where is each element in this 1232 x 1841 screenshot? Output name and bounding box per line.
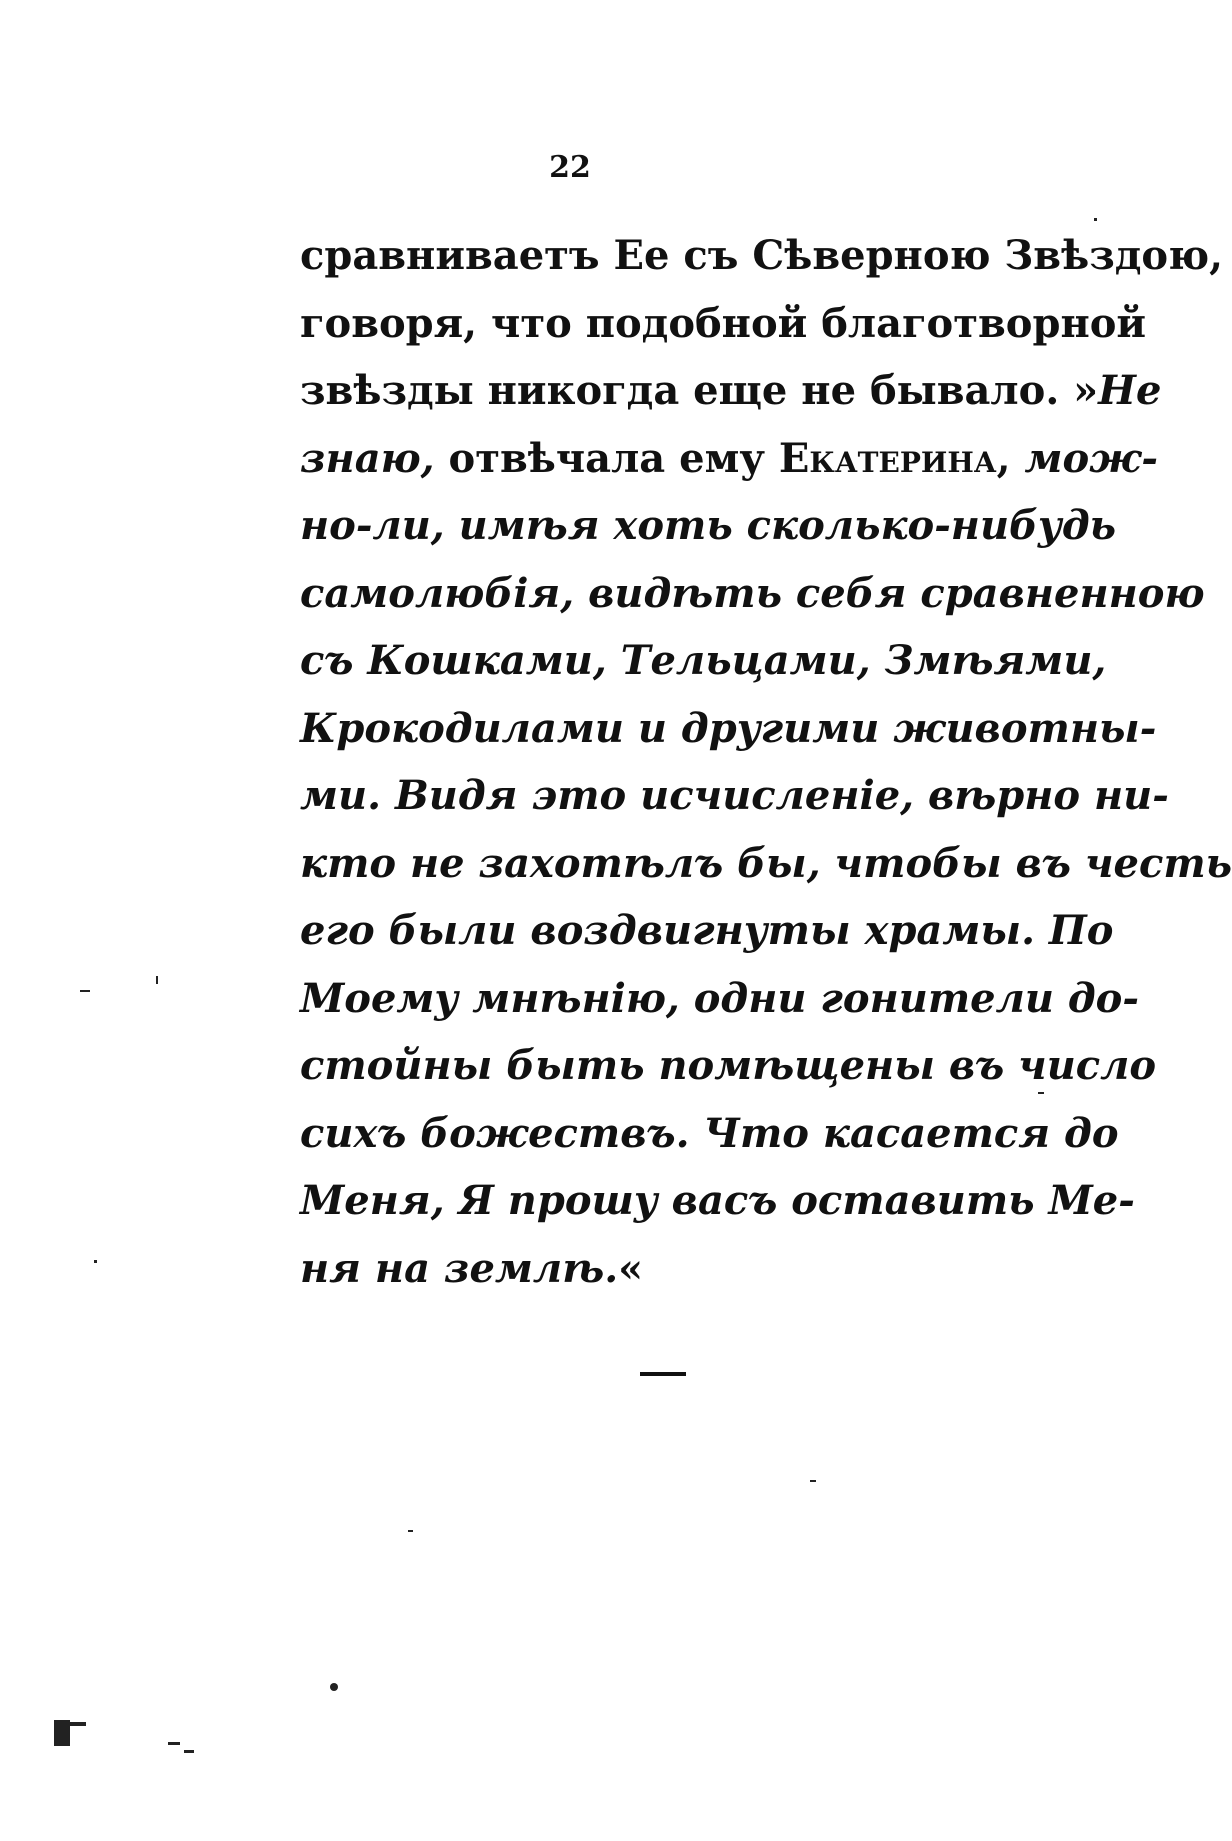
scan-speck <box>156 976 158 984</box>
scan-speck <box>184 1750 194 1753</box>
text-segment: отвѣчала ему <box>448 434 779 482</box>
scan-speck <box>810 1480 816 1482</box>
scan-speck <box>330 1683 338 1691</box>
scan-speck <box>54 1720 70 1746</box>
text-segment: Моему мнѣнію, одни гонители до- <box>300 974 1139 1022</box>
text-segment: Крокодилами и другими животны- <box>300 704 1157 752</box>
text-line <box>300 762 1169 830</box>
scan-speck <box>94 1260 97 1263</box>
scan-speck <box>70 1722 86 1726</box>
text-line <box>300 965 1139 1033</box>
text-segment: « <box>618 1244 644 1292</box>
text-segment: мож- <box>1024 434 1158 482</box>
text-line <box>300 830 1232 898</box>
text-line <box>300 897 1114 965</box>
text-segment: Екатерина <box>778 434 997 482</box>
text-line <box>300 1167 1135 1235</box>
text-segment: , <box>996 434 1025 482</box>
section-end-rule <box>640 1372 686 1376</box>
text-segment: самолюбія, видѣть себя сравненною <box>300 569 1205 617</box>
text-line <box>300 695 1157 763</box>
text-segment: Меня, Я прошу васъ оставить Ме- <box>300 1177 1135 1224</box>
text-line <box>300 627 1107 695</box>
text-line <box>300 357 1162 425</box>
text-segment: сравниваетъ Ее съ Сѣверною Звѣздою, <box>300 232 1224 279</box>
page-number: 22 <box>549 150 591 185</box>
text-line <box>300 492 1117 560</box>
text-line <box>300 290 1147 358</box>
text-segment: сихъ божествъ. Что касается до <box>300 1109 1119 1157</box>
text-line <box>300 1235 1022 1303</box>
text-line <box>300 1032 1157 1100</box>
text-segment: его были воздвигнуты храмы. По <box>300 907 1114 954</box>
text-line <box>300 1100 1119 1168</box>
scan-speck <box>1038 1092 1044 1094</box>
scan-speck <box>408 1530 413 1532</box>
text-segment: знаю, <box>300 434 449 482</box>
text-segment: Не <box>1098 367 1162 414</box>
scan-speck <box>168 1742 180 1745</box>
text-segment: ня на землѣ. <box>300 1244 619 1292</box>
text-segment: ми. Видя это исчисленіе, вѣрно ни- <box>300 772 1169 819</box>
text-segment: кто не захотѣлъ бы, чтобы въ честь <box>300 839 1232 887</box>
body-text <box>300 222 1232 1302</box>
text-line <box>300 560 1205 628</box>
text-segment: звѣзды никогда еще не бывало. » <box>300 367 1099 414</box>
text-segment: говоря, что подобной благотворной <box>300 299 1147 347</box>
scan-speck <box>80 990 90 992</box>
text-segment: съ Кошками, Тельцами, Змѣями, <box>300 637 1107 684</box>
text-segment: но-ли, имѣя хоть сколько-нибудь <box>300 502 1117 549</box>
scan-speck <box>1094 218 1097 221</box>
text-line <box>300 222 1224 290</box>
text-segment: стойны быть помѣщены въ число <box>300 1042 1157 1089</box>
text-line <box>300 425 1158 493</box>
